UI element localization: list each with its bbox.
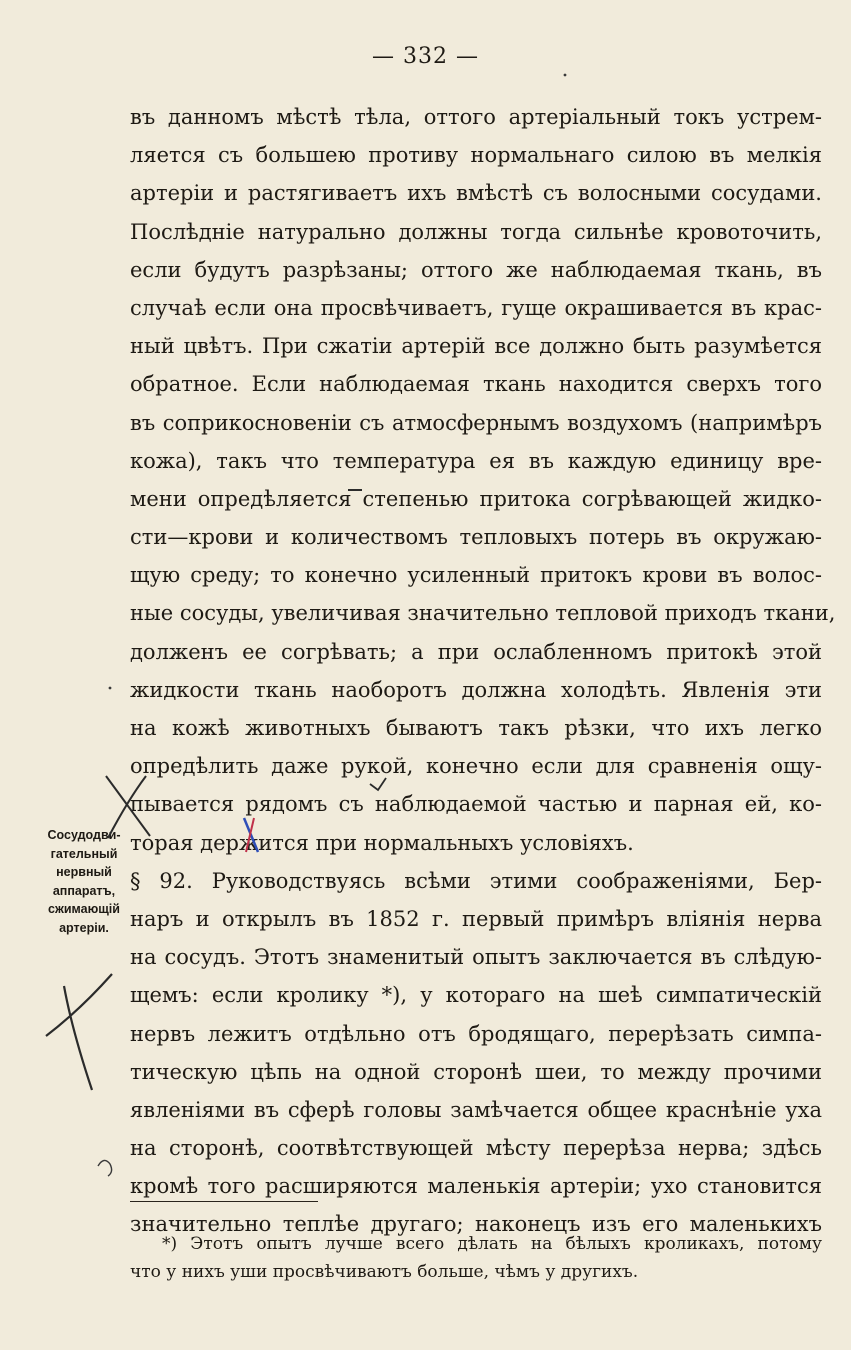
text-line: жидкости ткань наоборотъ должна холодѣть. Явленія эти: [130, 677, 822, 702]
text-line: наръ и открылъ въ 1852 г. первый примѣръ вліянія нерва: [130, 906, 822, 931]
margin-pencil-cross: [46, 974, 112, 1090]
text-line: опредѣлить даже рукой, конечно если для сравненія ощу-: [130, 754, 822, 779]
margin-note: [38, 826, 130, 937]
text-line: ные сосуды, увеличивая значительно тепловой приходъ ткани,: [130, 601, 836, 626]
pencil-squiggle-mark: [98, 1160, 112, 1176]
text-line: нервъ лежитъ отдѣльно отъ бродящаго, перерѣзать симпа-: [130, 1021, 822, 1046]
section-heading-line: § 92. Руководствуясь всѣми этими соображеніями, Бер-: [130, 868, 822, 893]
margin-note-line: сжимающій: [48, 902, 120, 916]
margin-note-line: гательный: [50, 846, 118, 861]
footnote-line: *) Этотъ опытъ лучше всего дѣлать на бѣлыхъ кроликахъ, потому: [162, 1234, 822, 1254]
footnote-line: что у нихъ уши просвѣчиваютъ больше, чѣмъ у другихъ.: [130, 1262, 639, 1282]
footnote: [130, 1230, 822, 1286]
text-line: значительно теплѣе другаго; наконецъ изъ его маленькихъ: [130, 1212, 822, 1237]
text-line: пывается рядомъ съ наблюдаемой частью и парная ей, ко-: [130, 792, 822, 817]
text-line: на сторонѣ, соотвѣтствующей мѣсту перерѣза нерва; здѣсь: [130, 1136, 822, 1161]
text-line: мени опредѣляется степенью притока согрѣвающей жидко-: [130, 486, 822, 511]
margin-note-line: Сосудодви-: [47, 828, 121, 842]
text-line: щемъ: если кролику *), у котораго на шеѣ симпатическій: [130, 983, 822, 1008]
text-line: кожа), такъ что температура ея въ каждую единицу вре-: [130, 448, 822, 473]
text-line: если будутъ разрѣзаны; оттого же наблюдаемая ткань, въ: [130, 257, 822, 282]
page-number: — 332 —: [372, 44, 479, 69]
text-line: артеріи и растягиваетъ ихъ вмѣстѣ съ волосными сосудами.: [130, 181, 822, 206]
text-line: Послѣдніе натурально должны тогда сильнѣе кровоточить,: [130, 219, 822, 244]
text-line: ляется съ большею противу нормальнаго силою въ мелкія: [130, 143, 822, 168]
footnote-rule: [130, 1201, 318, 1202]
text-line: тическую цѣпь на одной сторонѣ шеи, то между прочими: [130, 1059, 822, 1084]
body-text: [130, 98, 836, 1244]
text-line: на кожѣ животныхъ бываютъ такъ рѣзки, что ихъ легко: [130, 716, 822, 740]
text-line: щую среду; то конечно усиленный притокъ крови въ волос-: [130, 563, 822, 588]
margin-note-line: нервный: [56, 865, 112, 879]
text-line: ный цвѣтъ. При сжатіи артерій все должно быть разумѣется: [130, 334, 822, 359]
text-line: въ данномъ мѣстѣ тѣла, оттого артеріальный токъ устрем-: [130, 105, 822, 129]
speck-mark: [109, 687, 112, 690]
text-line: на сосудъ. Этотъ знаменитый опытъ заключается въ слѣдую-: [130, 945, 822, 970]
text-line: долженъ ее согрѣвать; а при ослабленномъ притокѣ этой: [130, 639, 822, 664]
text-line: обратное. Если наблюдаемая ткань находится сверхъ того: [130, 372, 822, 397]
text-line: явленіями въ сферѣ головы замѣчается общее краснѣніе уха: [130, 1097, 822, 1122]
speck-mark: [564, 74, 567, 77]
text-line: кромѣ того расширяются маленькія артеріи; ухо становится: [130, 1174, 822, 1199]
margin-note-line: артеріи.: [59, 920, 109, 935]
text-line: случаѣ если она просвѣчиваетъ, гуще окрашивается въ крас-: [130, 295, 822, 320]
text-line: сти—крови и количествомъ тепловыхъ потерь въ окружаю-: [130, 525, 822, 550]
paragraph-end-line: торая держится при нормальныхъ условіяхъ.: [130, 830, 634, 855]
text-line: въ соприкосновеніи съ атмосфернымъ воздухомъ (напримѣръ: [130, 410, 822, 435]
margin-note-line: аппаратъ,: [52, 883, 116, 898]
